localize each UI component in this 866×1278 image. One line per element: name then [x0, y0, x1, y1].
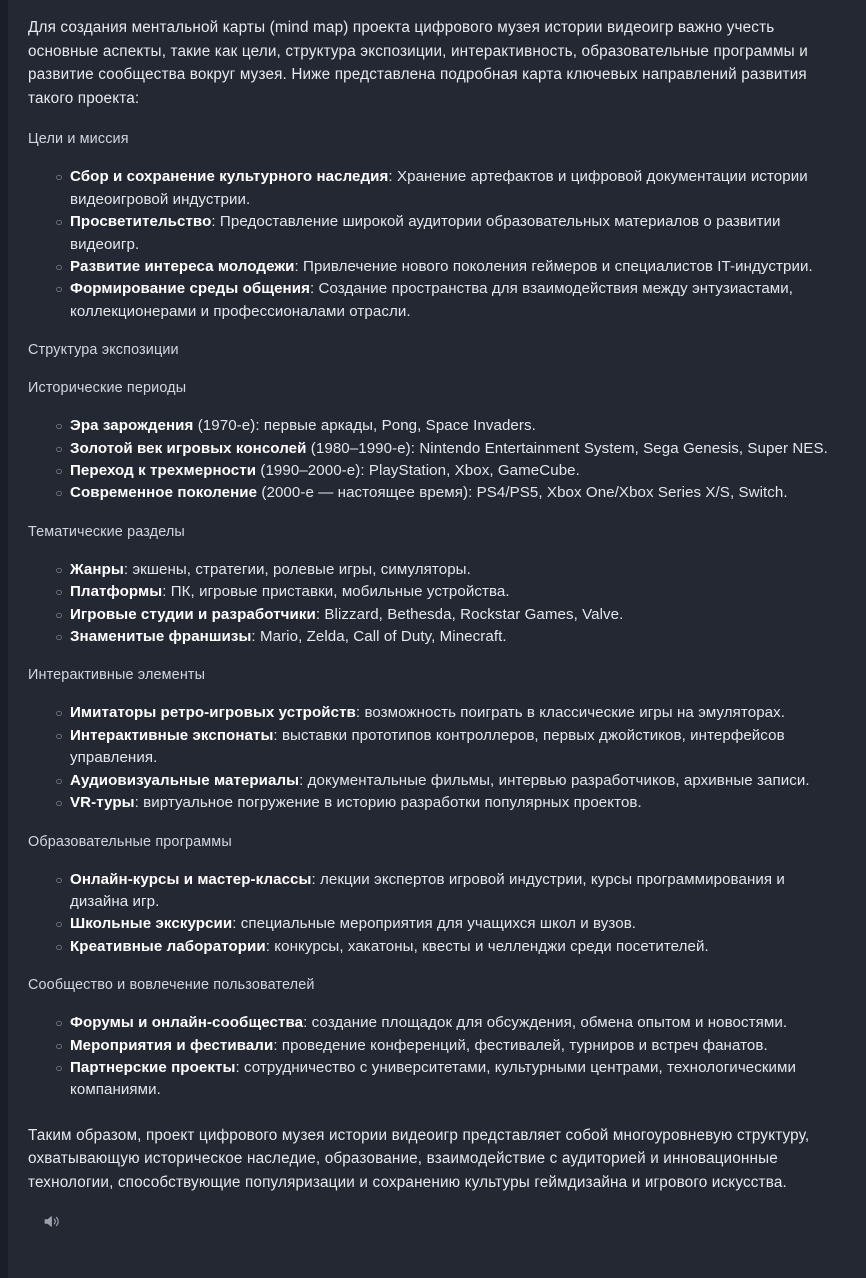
- list-item-rest: : проведение конференций, фестивалей, турниров и встреч фанатов.: [273, 1036, 768, 1054]
- list-item-rest: : документальные фильмы, интервью разработчиков, архивные записи.: [299, 771, 810, 789]
- bullet-icon: ○: [55, 170, 63, 185]
- list-item: [28, 581, 846, 603]
- list-item: [28, 482, 846, 504]
- bullet-icon: ○: [55, 282, 63, 297]
- list-educational-programs: [28, 869, 846, 959]
- section-heading-historical-periods: Исторические периоды: [28, 380, 187, 397]
- list-item: [28, 415, 846, 437]
- bullet-icon: ○: [55, 585, 63, 600]
- list-item-term: Жанры: [70, 560, 124, 578]
- list-item: [28, 256, 846, 278]
- list-item-term: Переход к трехмерности: [70, 462, 257, 480]
- bullet-icon: ○: [55, 441, 63, 456]
- intro-paragraph: Для создания ментальной карты (mind map) проекта цифрового музея истории видеоигр важно учесть основные аспекты, такие как цели, структура экспозиции, интерактивность, образовательные программы и развитие сообщества вокруг музея. Ниже представлена подробная карта ключевых направлений развития такого проекта:: [28, 19, 808, 107]
- list-item-term: Знаменитые франшизы: [70, 628, 252, 646]
- list-item: [28, 460, 846, 482]
- section-heading-exposition-structure: Структура экспозиции: [28, 342, 179, 359]
- list-item-term: Эра зарождения: [70, 417, 194, 435]
- bullet-icon: ○: [55, 607, 63, 622]
- list-item-term: Форумы и онлайн-сообщества: [70, 1014, 304, 1032]
- section-heading-community: Сообщество и вовлечение пользователей: [28, 977, 315, 994]
- message-actions: [28, 1209, 846, 1235]
- bullet-icon: ○: [55, 706, 63, 721]
- list-item: [28, 869, 846, 914]
- list-item-rest: (1990–2000-е): PlayStation, Xbox, GameCube.: [256, 462, 580, 480]
- list-item-rest: : сотрудничество с университетами, культурными центрами, технологическими компаниями.: [70, 1058, 796, 1099]
- bullet-icon: ○: [55, 419, 63, 434]
- list-item: [28, 1035, 846, 1057]
- list-item: [28, 702, 846, 724]
- list-thematic-sections: [28, 559, 846, 649]
- list-item-term: Формирование среды общения: [70, 280, 310, 298]
- list-item-rest: (1970-е): первые аркады, Pong, Space Invaders.: [193, 417, 536, 435]
- list-item-rest: (1980–1990-е): Nintendo Entertainment System, Sega Genesis, Super NES.: [306, 439, 828, 457]
- assistant-message-bubble: [8, 0, 866, 1278]
- list-item-term: Игровые студии и разработчики: [70, 605, 316, 623]
- bullet-icon: ○: [55, 1038, 63, 1053]
- list-item-rest: : Blizzard, Bethesda, Rockstar Games, Valve.: [315, 605, 624, 623]
- list-community: [28, 1012, 846, 1102]
- list-item-term: Современное поколение: [70, 484, 258, 502]
- list-item: [28, 1012, 846, 1034]
- list-item-rest: (2000-е — настоящее время): PS4/PS5, Xbox One/Xbox Series X/S, Switch.: [257, 484, 788, 502]
- bullet-icon: ○: [55, 1060, 63, 1075]
- list-item-rest: : создание площадок для обсуждения, обмена опытом и новостями.: [303, 1014, 788, 1032]
- speaker-icon: [42, 1212, 61, 1231]
- list-item: [28, 626, 846, 648]
- list-item-rest: : лекции экспертов игровой индустрии, курсы программирования и дизайна игр.: [70, 870, 785, 910]
- list-item-rest: : Создание пространства для взаимодействия между энтузиастами, коллекционерами и профессионалами отрасли.: [70, 280, 794, 320]
- list-item-term: Золотой век игровых консолей: [70, 439, 307, 457]
- list-item: [28, 792, 846, 814]
- section-heading-thematic-sections: Тематические разделы: [28, 523, 185, 540]
- list-item: [28, 211, 846, 256]
- list-item-term: Просветительство: [70, 213, 212, 231]
- list-item: [28, 936, 846, 958]
- list-item-rest: : ПК, игровые приставки, мобильные устройства.: [162, 583, 510, 601]
- list-item: [28, 770, 846, 792]
- list-item-term: Интерактивные экспонаты: [70, 726, 274, 744]
- list-item-rest: : выставки прототипов контроллеров, первых джойстиков, интерфейсов управления.: [70, 726, 785, 767]
- list-item-term: VR-туры: [70, 794, 135, 812]
- list-goals: [28, 166, 846, 323]
- list-item-rest: : специальные мероприятия для учащихся школ и вузов.: [232, 915, 637, 933]
- list-item-rest: : экшены, стратегии, ролевые игры, симуляторы.: [123, 560, 471, 578]
- bullet-icon: ○: [55, 630, 63, 645]
- bullet-icon: ○: [55, 728, 63, 743]
- list-item: [28, 913, 846, 935]
- list-item-term: Платформы: [70, 583, 163, 601]
- list-item-term: Онлайн-курсы и мастер-классы: [70, 870, 312, 888]
- list-item-rest: : Привлечение нового поколения геймеров и специалистов IT-индустрии.: [294, 258, 813, 275]
- list-item-term: Имитаторы ретро-игровых устройств: [70, 704, 356, 722]
- section-heading-goals: Цели и миссия: [28, 131, 129, 148]
- list-historical-periods: [28, 415, 846, 505]
- list-item-term: Развитие интереса молодежи: [70, 258, 295, 275]
- bullet-icon: ○: [55, 917, 63, 932]
- list-item: [28, 438, 846, 460]
- list-item-term: Партнерские проекты: [70, 1058, 236, 1076]
- read-aloud-button[interactable]: [38, 1209, 64, 1235]
- bullet-icon: ○: [55, 872, 63, 887]
- list-item-rest: : виртуальное погружение в историю разработки популярных проектов.: [134, 794, 642, 812]
- section-heading-educational-programs: Образовательные программы: [28, 833, 232, 850]
- bullet-icon: ○: [55, 486, 63, 501]
- list-item-rest: : Предоставление широкой аудитории образовательных материалов о развитии видеоигр.: [70, 213, 781, 253]
- list-item: [28, 166, 846, 211]
- list-item-rest: : Хранение артефактов и цифровой документации истории видеоигровой индустрии.: [70, 168, 808, 208]
- bullet-icon: ○: [55, 1016, 63, 1031]
- list-item-rest: : возможность поиграть в классические игры на эмуляторах.: [355, 704, 786, 722]
- list-interactive-elements: [28, 702, 846, 814]
- bullet-icon: ○: [55, 773, 63, 788]
- list-item-rest: : Mario, Zelda, Call of Duty, Minecraft.: [251, 628, 507, 646]
- list-item: [28, 1057, 846, 1102]
- list-item: [28, 278, 846, 323]
- list-item-term: Школьные экскурсии: [70, 915, 233, 933]
- list-item-term: Аудиовизуальные материалы: [70, 771, 300, 789]
- conclusion-paragraph: Таким образом, проект цифрового музея истории видеоигр представляет собой многоуровневую структуру, охватывающую историческое наследие, образование, взаимодействие с аудиторией и инновационные технологии, способствующие популяризации и сохранению культуры геймдизайна и игрового искусства.: [28, 1126, 810, 1191]
- list-item: [28, 604, 846, 626]
- bullet-icon: ○: [55, 215, 63, 230]
- bullet-icon: ○: [55, 939, 63, 954]
- list-item-term: Сбор и сохранение культурного наследия: [70, 168, 389, 186]
- list-item: [28, 725, 846, 770]
- bullet-icon: ○: [55, 796, 63, 811]
- list-item-term: Креативные лаборатории: [70, 937, 266, 955]
- bullet-icon: ○: [55, 464, 63, 479]
- list-item-rest: : конкурсы, хакатоны, квесты и челленджи среди посетителей.: [265, 937, 709, 955]
- bullet-icon: ○: [55, 562, 63, 577]
- bullet-icon: ○: [55, 260, 63, 274]
- section-heading-interactive-elements: Интерактивные элементы: [28, 667, 206, 684]
- list-item-term: Мероприятия и фестивали: [70, 1036, 274, 1054]
- list-item: [28, 559, 846, 581]
